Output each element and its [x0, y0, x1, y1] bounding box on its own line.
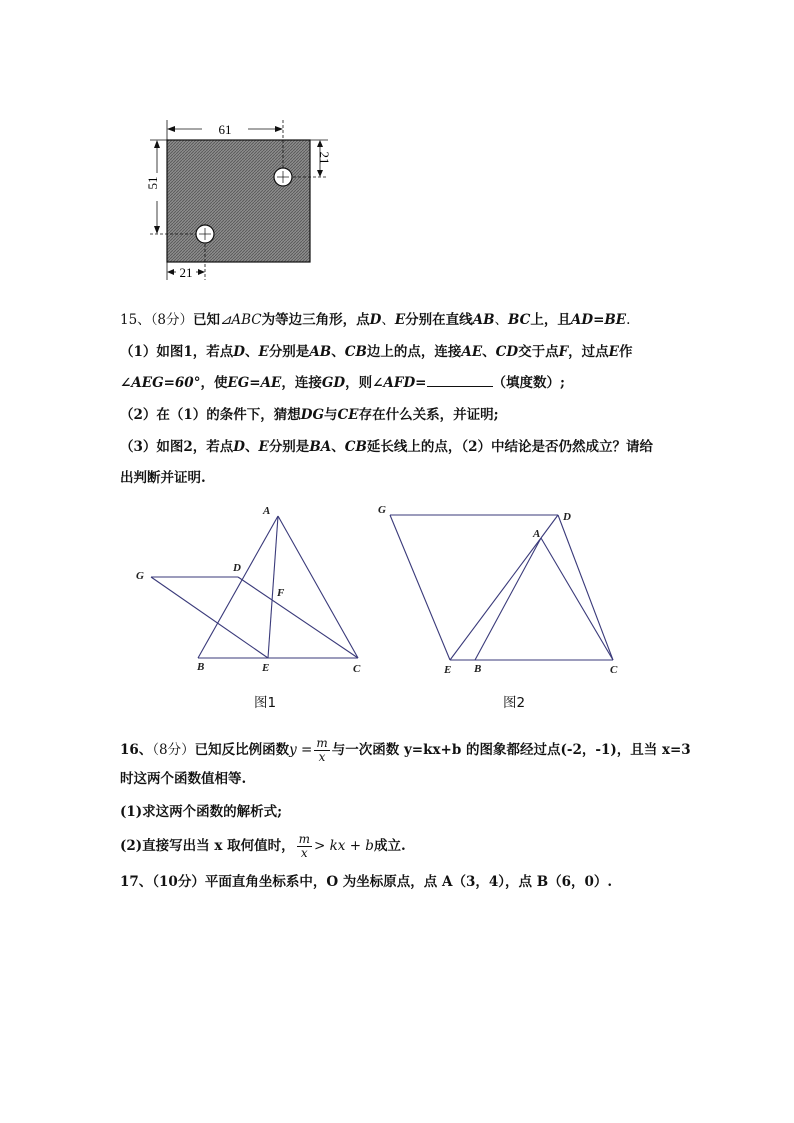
q15-text-e: .: [626, 312, 631, 328]
q15-p3-d: D: [233, 439, 246, 455]
fig2-seg-ac: [541, 538, 613, 660]
plate-figure: [140, 115, 340, 285]
q15-part2: [120, 406, 499, 424]
q16-text-a: 已知反比例函数: [194, 742, 290, 758]
q15-p1-sep3: 、: [482, 344, 496, 360]
q15-p3-b: 分别是: [268, 439, 310, 455]
q15-p1-ab: AB: [309, 344, 332, 360]
fig1-label-d: D: [233, 562, 241, 574]
q15-p3-ba: BA: [309, 439, 332, 455]
fig2-caption: 图2: [503, 695, 526, 711]
q15-p2-dg: DG: [300, 407, 325, 423]
q15-sep2: 、: [494, 312, 508, 328]
q15-p1-a: （1）如图1，若点: [120, 344, 234, 360]
q15-p3-a: （3）如图2，若点: [120, 439, 234, 455]
q15-p1-eq: EG=AE: [227, 375, 282, 391]
q16-number: 16、: [120, 742, 153, 758]
q15-text-c: 分别在直线: [405, 312, 473, 328]
q15-p3-sep2: 、: [331, 439, 345, 455]
plate-rect: [167, 140, 310, 262]
q15-d: D: [369, 312, 382, 328]
fig2-seg-ba: [475, 538, 541, 660]
q15-p2-ce: CE: [337, 407, 359, 423]
q15-p1-j: （填度数）;: [492, 375, 565, 391]
q16-y-eq: y =: [289, 742, 313, 758]
q16-text-c: 时这两个函数值相等.: [120, 771, 247, 787]
q15-p1-cd: CD: [495, 344, 519, 360]
q15-p1-b: 分别是: [268, 344, 310, 360]
q15-p1-f: F: [558, 344, 569, 360]
q16-frac-num: m: [316, 736, 328, 750]
q15-p2-a: （2）在（1）的条件下，猜想: [120, 407, 301, 423]
fig2-label-e: E: [444, 664, 452, 676]
fig2-seg-dc: [558, 515, 613, 660]
q16-stem-line1: [120, 732, 691, 768]
q15-p3-sep: 、: [245, 439, 259, 455]
q16-part2: [120, 828, 406, 864]
q15-p3-d2: 出判断并证明.: [120, 470, 206, 486]
q15-triangle: ⊿ABC: [220, 312, 262, 328]
fig1-seg-cd: [238, 577, 358, 658]
q15-ab: AB: [472, 312, 495, 328]
q15-p1-angle: ∠AEG=60°: [120, 375, 201, 391]
q16-stem-line2: [120, 770, 246, 788]
q15-p1-d: D: [233, 344, 246, 360]
q15-sep1: 、: [381, 312, 395, 328]
q17-text: 17、（10分）平面直角坐标系中，O 为坐标原点，点 A（3，4），点 B（6，0）.: [120, 874, 613, 890]
q15-p1-sep2: 、: [331, 344, 345, 360]
q16-part1: [120, 803, 282, 821]
fig2-label-g: G: [378, 504, 386, 516]
fig1-label-a: A: [263, 505, 271, 517]
q16-p2-frac-den: x: [300, 846, 308, 860]
q15-p3-e: E: [258, 439, 269, 455]
q17-stem: [120, 873, 612, 891]
q15-p1-sep: 、: [245, 344, 259, 360]
q15-part3-line1: [120, 438, 653, 456]
dim-right-label: 21: [317, 151, 332, 165]
q15-p1-c: 边上的点，连接: [366, 344, 462, 360]
q15-p1-ae: AE: [461, 344, 483, 360]
fig2-label-d: D: [563, 511, 571, 523]
q15-e: E: [394, 312, 406, 328]
fig1-label-g: G: [136, 570, 144, 582]
q16-p2-fraction: [297, 833, 312, 860]
dim-height-label: 51: [145, 176, 160, 190]
fig2-label-a: A: [533, 528, 541, 540]
q15-text-b: 为等边三角形，点: [261, 312, 370, 328]
q15-text-d: 上，且: [530, 312, 571, 328]
q16-p2-a: (2)直接写出当 x 取何值时，: [120, 838, 295, 854]
q15-p2-b: 与: [324, 407, 338, 423]
q15-p3-cb: CB: [344, 439, 367, 455]
figure-2: [370, 498, 635, 683]
q15-p1-e2: ，过点: [568, 344, 609, 360]
fig1-label-b: B: [197, 661, 205, 673]
q15-p1-e: E: [258, 344, 269, 360]
q15-p1-d2: 交于点: [518, 344, 559, 360]
fig2-seg-ad: [541, 515, 558, 538]
dim-bottom-label: 21: [179, 265, 193, 280]
q15-p1-gd: GD: [321, 375, 346, 391]
q15-p1-cb: CB: [344, 344, 367, 360]
q15-part1-line2: [120, 374, 565, 392]
q15-bc: BC: [508, 312, 531, 328]
q15-stem: [120, 311, 630, 329]
q15-cond: AD=BE: [570, 312, 627, 328]
q16-frac-den: x: [318, 750, 326, 764]
q16-p2-b: 成立.: [373, 838, 406, 854]
q15-text-a: 已知: [193, 312, 221, 328]
q16-p1: (1)求这两个函数的解析式;: [120, 804, 283, 820]
q15-p1-g: ，使: [200, 375, 228, 391]
q16-p2-ineq: > kx + b: [314, 838, 374, 854]
fig1-label-c: C: [353, 663, 361, 675]
fig2-label-c: C: [610, 664, 618, 676]
fig1-seg-ge: [151, 577, 268, 658]
fig1-seg-ac: [278, 516, 358, 658]
q16-score: （8分）: [152, 742, 195, 758]
fig1-label-e: E: [262, 662, 270, 674]
q15-part1-line1: [120, 343, 632, 361]
figure-1: [125, 500, 375, 680]
q15-p2-c: 存在什么关系，并证明;: [358, 407, 499, 423]
q15-p1-i: ，则: [345, 375, 373, 391]
fig2-label-b: B: [474, 663, 482, 675]
fig2-seg-ge: [390, 515, 450, 660]
q15-p1-ask: ∠AFD=: [372, 375, 427, 391]
fig2-seg-ea: [450, 538, 541, 660]
q15-number: 15、: [120, 312, 151, 328]
q15-p1-f2: 作: [618, 344, 633, 360]
dim-width-label: 61: [218, 122, 232, 137]
fig1-label-f: F: [277, 587, 285, 599]
q16-fraction: [314, 737, 329, 764]
q15-part3-line2: [120, 469, 206, 487]
q15-p1-h: ，连接: [281, 375, 322, 391]
fig1-caption: 图1: [254, 695, 277, 711]
answer-blank[interactable]: [427, 374, 493, 387]
q15-score: （8分）: [150, 312, 194, 328]
q15-p1-e3: E: [608, 344, 619, 360]
q16-text-b: 与一次函数 y=kx+b 的图象都经过点(-2，-1)，且当 x=3: [331, 742, 691, 758]
q15-p3-c: 延长线上的点，（2）中结论是否仍然成立？请给: [366, 439, 654, 455]
q16-p2-frac-num: m: [298, 832, 311, 846]
